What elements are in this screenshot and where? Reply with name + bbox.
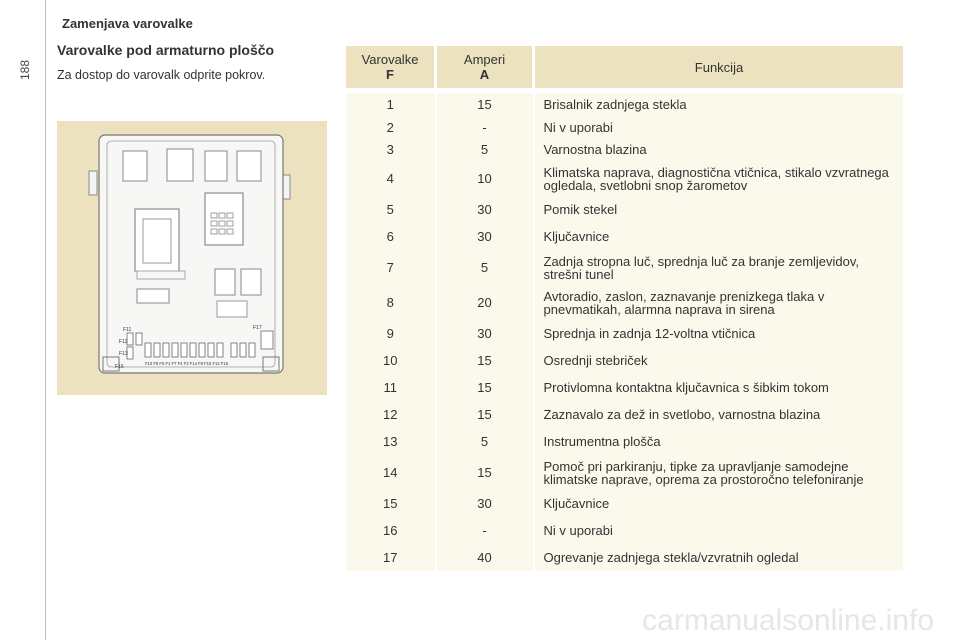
fuse-amps: 15 — [436, 93, 534, 116]
fuse-number: 6 — [346, 223, 436, 250]
fuse-function: Ogrevanje zadnjega stekla/vzvratnih ogledal — [534, 544, 904, 571]
fuse-amps: 15 — [436, 455, 534, 490]
section-heading: Varovalke pod armaturno ploščo — [57, 42, 275, 58]
fuse-function: Varnostna blazina — [534, 138, 904, 161]
fuse-function: Protivlomna kontaktna ključavnica s šibkim tokom — [534, 374, 904, 401]
fuse-amps: - — [436, 517, 534, 544]
fuse-amps: 15 — [436, 401, 534, 428]
fuse-amps: 20 — [436, 285, 534, 320]
fuse-label-left-4: F16 — [115, 364, 124, 370]
page-number: 188 — [18, 59, 32, 80]
fuse-function: Zadnja stropna luč, sprednja luč za branje zemljevidov, strešni tunel — [534, 250, 904, 285]
fuse-number: 9 — [346, 320, 436, 347]
table-row — [346, 428, 903, 455]
fuse-label-left-1: F11 — [123, 327, 132, 333]
fuse-amps: 30 — [436, 320, 534, 347]
fuse-amps: 15 — [436, 347, 534, 374]
fuse-number: 7 — [346, 250, 436, 285]
fuse-number: 5 — [346, 196, 436, 223]
fuse-number: 2 — [346, 116, 436, 138]
fuse-amps: 5 — [436, 138, 534, 161]
fuse-function: Pomik stekel — [534, 196, 904, 223]
fuse-number: 15 — [346, 490, 436, 517]
table-row — [346, 401, 903, 428]
fuse-amps: 10 — [436, 161, 534, 196]
header-function: Funkcija — [534, 46, 904, 88]
table-row — [346, 320, 903, 347]
table-row — [346, 347, 903, 374]
fuse-function: Ključavnice — [534, 223, 904, 250]
fuse-box-diagram — [57, 121, 327, 395]
fuse-number: 12 — [346, 401, 436, 428]
table-row — [346, 250, 903, 285]
fuse-amps: 40 — [436, 544, 534, 571]
fuse-box-illustration — [57, 121, 327, 395]
table-row — [346, 455, 903, 490]
fuse-number: 17 — [346, 544, 436, 571]
table-header-row — [346, 46, 903, 88]
fuse-number: 10 — [346, 347, 436, 374]
fuse-function: Sprednja in zadnja 12-voltna vtičnica — [534, 320, 904, 347]
fuse-function: Osrednji stebriček — [534, 347, 904, 374]
section-header: Zamenjava varovalke — [62, 16, 193, 31]
fuse-number: 4 — [346, 161, 436, 196]
table-body — [346, 93, 903, 571]
fuse-amps: 30 — [436, 223, 534, 250]
fuse-number: 1 — [346, 93, 436, 116]
fuse-label-right: F17 — [253, 325, 262, 331]
fuse-number: 16 — [346, 517, 436, 544]
fuse-number: 14 — [346, 455, 436, 490]
intro-text: Za dostop do varovalk odprite pokrov. — [57, 68, 266, 82]
fuse-amps: 30 — [436, 196, 534, 223]
table-row — [346, 138, 903, 161]
fuse-function: Instrumentna plošča — [534, 428, 904, 455]
fuse-amps: 5 — [436, 428, 534, 455]
fuse-function: Klimatska naprava, diagnostična vtičnica, stikalo vzvratnega ogledala, svetlobni snop žarometov — [534, 161, 904, 196]
table-row — [346, 490, 903, 517]
fuse-function: Ni v uporabi — [534, 517, 904, 544]
fuse-number: 8 — [346, 285, 436, 320]
table-row — [346, 223, 903, 250]
header-amps: Amperi A — [436, 46, 534, 88]
fuse-function: Ključavnice — [534, 490, 904, 517]
fuse-amps: - — [436, 116, 534, 138]
fuse-amps: 5 — [436, 250, 534, 285]
fuse-number: 3 — [346, 138, 436, 161]
table-row — [346, 285, 903, 320]
fuse-function: Zaznavalo za dež in svetlobo, varnostna blazina — [534, 401, 904, 428]
table-row — [346, 374, 903, 401]
table-row — [346, 93, 903, 116]
fuse-label-left-2: F12 — [119, 339, 128, 345]
fuse-function: Brisalnik zadnjega stekla — [534, 93, 904, 116]
fuse-function: Avtoradio, zaslon, zaznavanje prenizkega tlaka v pnevmatikah, alarmna naprava in sirena — [534, 285, 904, 320]
fuse-amps: 30 — [436, 490, 534, 517]
fuse-function: Pomoč pri parkiranju, tipke za upravljanje samodejne klimatske naprave, oprema za prostoročno telefoniranje — [534, 455, 904, 490]
fuse-label-left-3: F13 — [119, 351, 128, 357]
watermark: carmanualsonline.info — [642, 604, 934, 637]
side-rule — [45, 0, 46, 640]
fuse-function: Ni v uporabi — [534, 116, 904, 138]
header-fuse: Varovalke F — [346, 46, 436, 88]
table-row — [346, 517, 903, 544]
table-row — [346, 116, 903, 138]
table-row — [346, 161, 903, 196]
fuse-number: 13 — [346, 428, 436, 455]
fuse-number: 11 — [346, 374, 436, 401]
fuse-table — [346, 46, 903, 571]
table-row — [346, 196, 903, 223]
table-row — [346, 544, 903, 571]
fuse-amps: 15 — [436, 374, 534, 401]
fuse-label-bottom: F10 F9 F5 F1 F7 F4 F3 F14 F8 F15 F12 F16 — [145, 361, 229, 366]
